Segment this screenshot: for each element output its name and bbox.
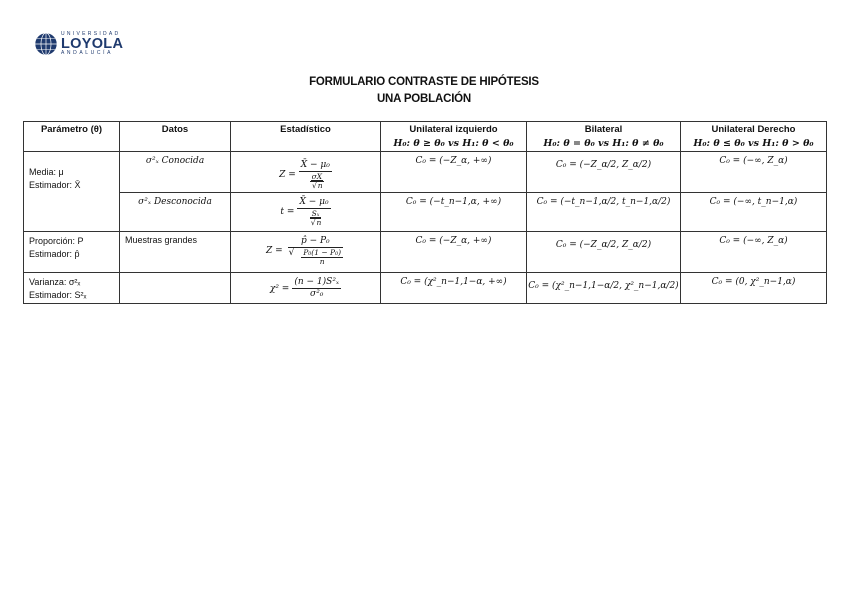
- datos-varianza: [120, 273, 231, 304]
- region-der-media-desconocida: C₀ = (−∞, t_n−1,α): [681, 193, 827, 232]
- header-datos: Datos: [120, 122, 231, 152]
- stat-z-numerator: X̄ − μ₀: [300, 160, 330, 170]
- region-izq-varianza: C₀ = (χ²_n−1,1−α, +∞): [381, 273, 527, 304]
- region-izq-media-desconocida: C₀ = (−t_n−1,α, +∞): [381, 193, 527, 232]
- stat-t-den-den: √ n: [310, 217, 322, 227]
- stat-z-denominator: [304, 172, 327, 190]
- table-row-media-desconocida: [24, 193, 827, 232]
- stat-zp-numerator: p̂ − P₀: [300, 236, 330, 246]
- header-estadistico: Estadístico: [231, 122, 381, 152]
- stat-zp-fraction: [286, 236, 345, 266]
- param-proporcion-label: Proporción: P: [29, 236, 84, 246]
- stat-zp-den-den: n: [319, 257, 325, 266]
- region-bil-media-desconocida: C₀ = (−t_n−1,α/2, t_n−1,α/2): [527, 193, 681, 232]
- stat-t-lhs: t =: [280, 207, 295, 217]
- region-der-media-conocida: C₀ = (−∞, Z_α): [681, 152, 827, 193]
- param-media-estimator: Estimador: X̄: [29, 180, 81, 190]
- stat-t-den-num: Sₓ: [311, 209, 320, 218]
- header-unilateral-izquierdo-label: Unilateral izquierdo: [409, 124, 498, 135]
- header-bilateral-label: Bilateral: [584, 124, 623, 135]
- stat-z-lhs: Z =: [279, 170, 296, 180]
- stat-z-proporcion: [231, 232, 381, 273]
- logo-bottom-text: ANDALUCÍA: [61, 50, 114, 57]
- stat-chi2-varianza: [231, 273, 381, 304]
- table-row-proporcion: [24, 232, 827, 273]
- university-logo: [34, 31, 123, 57]
- header-unilateral-derecho-label: Unilateral Derecho: [711, 124, 796, 135]
- datos-desconocida-text: σ²ₓ Desconocida: [138, 197, 212, 207]
- stat-z-den-num: σX: [311, 172, 323, 181]
- param-proporcion-cell: [24, 232, 120, 273]
- stat-chi2-lhs: χ² =: [269, 283, 290, 294]
- hypothesis-test-table: [23, 121, 827, 304]
- header-unilateral-derecho: [681, 122, 827, 152]
- document-title: FORMULARIO CONTRASTE DE HIPÓTESIS: [309, 76, 539, 88]
- param-media-cell: [24, 152, 120, 232]
- param-varianza-cell: [24, 273, 120, 304]
- stat-chi2-denominator: σ²₀: [310, 289, 324, 299]
- header-unilateral-izquierdo-hypothesis: H₀: θ ≥ θ₀ vs H₁: θ < θ₀: [393, 138, 514, 149]
- header-unilateral-derecho-hypothesis: H₀: θ ≤ θ₀ vs H₁: θ > θ₀: [693, 138, 814, 149]
- param-varianza-label: Varianza: σ²ₓ: [29, 277, 81, 287]
- region-izq-media-conocida: C₀ = (−Z_α, +∞): [381, 152, 527, 193]
- stat-z-den-den: √ n: [311, 180, 323, 190]
- header-bilateral: [527, 122, 681, 152]
- region-bil-proporcion: C₀ = (−Z_α/2, Z_α/2): [527, 232, 681, 273]
- stat-zp-den-num: √ P₀(1 − P₀): [303, 248, 342, 257]
- region-bil-varianza: C₀ = (χ²_n−1,1−α/2, χ²_n−1,α/2): [527, 273, 681, 304]
- stat-t-denominator: [303, 209, 326, 227]
- table-row-varianza: [24, 273, 827, 304]
- stat-z-media: [231, 152, 381, 193]
- header-bilateral-hypothesis: H₀: θ = θ₀ vs H₁: θ ≠ θ₀: [543, 138, 664, 149]
- stat-zp-lhs: Z =: [265, 246, 283, 256]
- param-media-label: Media: μ: [29, 167, 64, 177]
- region-izq-proporcion: C₀ = (−Z_α, +∞): [381, 232, 527, 273]
- region-der-proporcion: C₀ = (−∞, Z_α): [681, 232, 827, 273]
- document-subtitle: UNA POBLACIÓN: [376, 93, 472, 105]
- datos-conocida: [120, 152, 231, 193]
- param-varianza-estimator: Estimador: S²ₓ: [29, 290, 87, 300]
- stat-zp-denominator: [286, 248, 345, 266]
- datos-conocida-text: σ²ₓ Conocida: [145, 156, 205, 166]
- datos-muestras-grandes: Muestras grandes: [120, 232, 231, 273]
- stat-z-fraction: [299, 160, 332, 190]
- datos-desconocida: [120, 193, 231, 232]
- logo-top-text: UNIVERSIDAD: [61, 30, 121, 37]
- stat-chi2-fraction: [292, 277, 341, 300]
- stat-t-fraction: [297, 197, 330, 227]
- header-parametro: Parámetro (θ): [24, 122, 120, 152]
- globe-icon: [34, 32, 58, 56]
- table-header-row: [24, 122, 827, 152]
- header-unilateral-izquierdo: [381, 122, 527, 152]
- param-proporcion-estimator: Estimador: p̂: [29, 249, 80, 259]
- stat-t-numerator: X̄ − μ₀: [299, 197, 329, 207]
- region-der-varianza: C₀ = (0, χ²_n−1,α): [681, 273, 827, 304]
- region-bil-media-conocida: C₀ = (−Z_α/2, Z_α/2): [527, 152, 681, 193]
- table-row-media-conocida: [24, 152, 827, 193]
- logo-main-text: LOYOLA: [61, 35, 124, 52]
- stat-chi2-numerator: (n − 1)S²ₓ: [294, 277, 340, 287]
- stat-t-media: [231, 193, 381, 232]
